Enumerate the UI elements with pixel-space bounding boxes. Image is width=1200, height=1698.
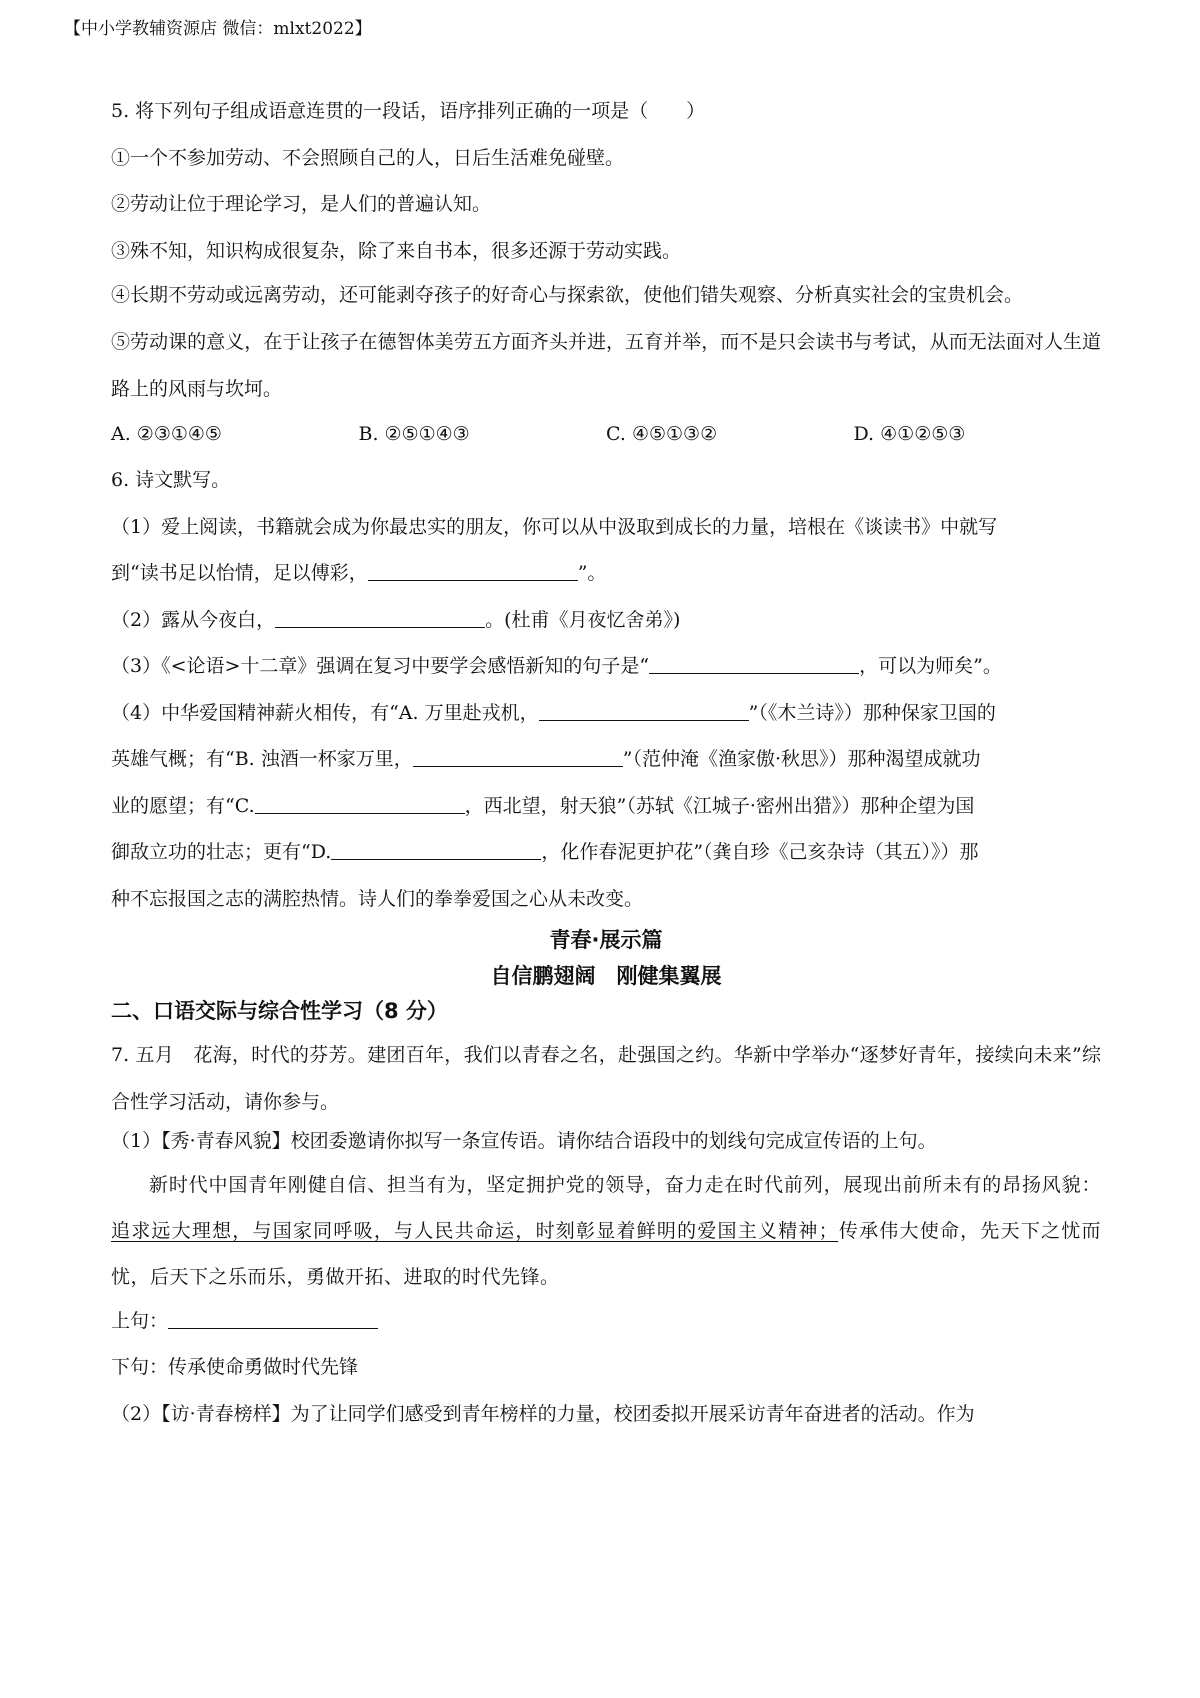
answer-blank[interactable] — [255, 793, 465, 814]
q5-sentence-1: ①一个不参加劳动、不会照顾自己的人，日后生活难免碰壁。 — [111, 146, 625, 169]
answer-blank[interactable] — [539, 700, 749, 721]
q6-part4-line1 — [111, 698, 1101, 728]
q5-sentence-5: ⑤劳动课的意义，在于让孩子在德智体美劳五方面齐头并进，五育并举，而不是只会读书与考试，从而无法面对人生道路上的风雨与坎坷。 — [111, 330, 1101, 400]
q6-part4-c: 英雄气概；有“B. 浊酒一杯家万里， — [111, 748, 413, 770]
q6-part4-f: ，西北望，射天狼”（苏轼《江城子·密州出猎》）那种企望为国 — [464, 794, 975, 817]
q6-part4-line2 — [111, 744, 1101, 774]
answer-blank[interactable] — [413, 746, 623, 767]
passage-underlined: 追求远大理想，与国家同呼吸，与人民共命运，时刻彰显着鲜明的爱国主义精神； — [111, 1219, 839, 1242]
q6-part4-g: 御敌立功的壮志；更有“D. — [111, 841, 332, 863]
q6-part2-source: 。(杜甫《月夜忆舍弟》) — [485, 608, 681, 631]
q5-sentence-3: ③殊不知，知识构成很复杂，除了来自书本，很多还源于劳动实践。 — [111, 239, 682, 262]
q5-option-d: D. ④①②⑤③ — [853, 422, 966, 445]
q5-sentence-2: ②劳动让位于理论学习，是人们的普遍认知。 — [111, 193, 492, 215]
q6-part4-line5: 种不忘报国之志的满腔热情。诗人们的拳拳爱国之心从未改变。 — [111, 887, 644, 910]
q6-part1-end: ”。 — [577, 562, 607, 584]
q6-part2-text: （2）露从今夜白， — [111, 608, 276, 631]
q7-part1: （1）【秀·青春风貌】校团委邀请你拟写一条宣传语。请你结合语段中的划线句完成宣传语的上句。 — [111, 1129, 937, 1152]
q5-options — [111, 419, 1101, 449]
q6-part4-line3 — [111, 791, 1101, 821]
q6-part3 — [111, 651, 1101, 681]
answer-blank[interactable] — [275, 607, 485, 628]
q6-part1-line2 — [111, 558, 1101, 588]
passage-start: 新时代中国青年刚健自信、担当有为，坚定拥护党的领导，奋力走在时代前列，展现出前所未有的昂扬风貌： — [149, 1173, 1101, 1196]
section-heading: 青春·展示篇 — [549, 927, 663, 952]
q6-part3-end: ，可以为师矣”。 — [859, 655, 1002, 677]
q7-passage — [111, 1162, 1101, 1300]
q6-part2 — [111, 605, 1101, 635]
q6-stem: 6. 诗文默写。 — [111, 469, 231, 491]
q6-part4-d: ”（范仲淹《渔家傲·秋思》）那种渴望成就功 — [622, 748, 981, 770]
section-subheading: 自信鹏翅阔 刚健集翼展 — [490, 963, 722, 988]
q5-option-c: C. ④⑤①③② — [606, 422, 718, 445]
section-title: 二、口语交际与综合性学习（8 分） — [111, 998, 448, 1023]
q6-part1-text: 到“读书足以怡情，足以傅彩， — [111, 562, 368, 584]
q6-part4-line4 — [111, 837, 1101, 867]
q6-part4-b: ”（《木兰诗》）那种保家卫国的 — [748, 701, 996, 724]
q6-part4-h: ，化作春泥更护花”（龚自珍《己亥杂诗（其五）》）那 — [541, 841, 979, 863]
q7-lower-line: 下句：传承使命勇做时代先锋 — [111, 1356, 359, 1378]
q5-stem: 5. 将下列句子组成语意连贯的一段话，语序排列正确的一项是（ ） — [111, 100, 706, 122]
q7-upper-line — [111, 1306, 1101, 1336]
answer-blank[interactable] — [168, 1308, 378, 1329]
passage-end: 传承伟大使命，先天下之忧而忧，后天下之乐而乐，勇做开拓、进取的时代先锋。 — [111, 1219, 1101, 1288]
watermark: 【中小学教辅资源店 微信：mlxt2022】 — [64, 19, 372, 39]
q5-sentence-4: ④长期不劳动或远离劳动，还可能剥夺孩子的好奇心与探索欲，使他们错失观察、分析真实社会的宝贵机会。 — [111, 283, 1024, 306]
answer-blank[interactable] — [649, 653, 859, 674]
q5-option-a: A. ②③①④⑤ — [111, 422, 222, 445]
q6-part4-a: （4）中华爱国精神薪火相传，有“A. 万里赴戎机， — [111, 701, 539, 724]
q6-part1-line1: （1）爱上阅读，书籍就会成为你最忠实的朋友，你可以从中汲取到成长的力量，培根在《谈读书》中就写 — [111, 515, 998, 538]
q5-option-b: B. ②⑤①④③ — [358, 422, 470, 445]
q7-part2: （2）【访·青春榜样】为了让同学们感受到青年榜样的力量，校团委拟开展采访青年奋进者的活动。作为 — [111, 1402, 975, 1425]
q6-part4-e: 业的愿望；有“C. — [111, 794, 255, 817]
answer-blank[interactable] — [331, 839, 541, 860]
document-body — [111, 96, 1101, 1429]
upper-label: 上句： — [111, 1309, 169, 1332]
q6-part3-text: （3）《<论语>十二章》强调在复习中要学会感悟新知的句子是“ — [111, 655, 650, 677]
answer-blank[interactable] — [368, 560, 578, 581]
q7-stem: 7. 五月 花海，时代的芬芳。建团百年，我们以青春之名，赴强国之约。华新中学举办“逐梦好青年，接续向未来”综合性学习活动，请你参与。 — [111, 1043, 1101, 1113]
